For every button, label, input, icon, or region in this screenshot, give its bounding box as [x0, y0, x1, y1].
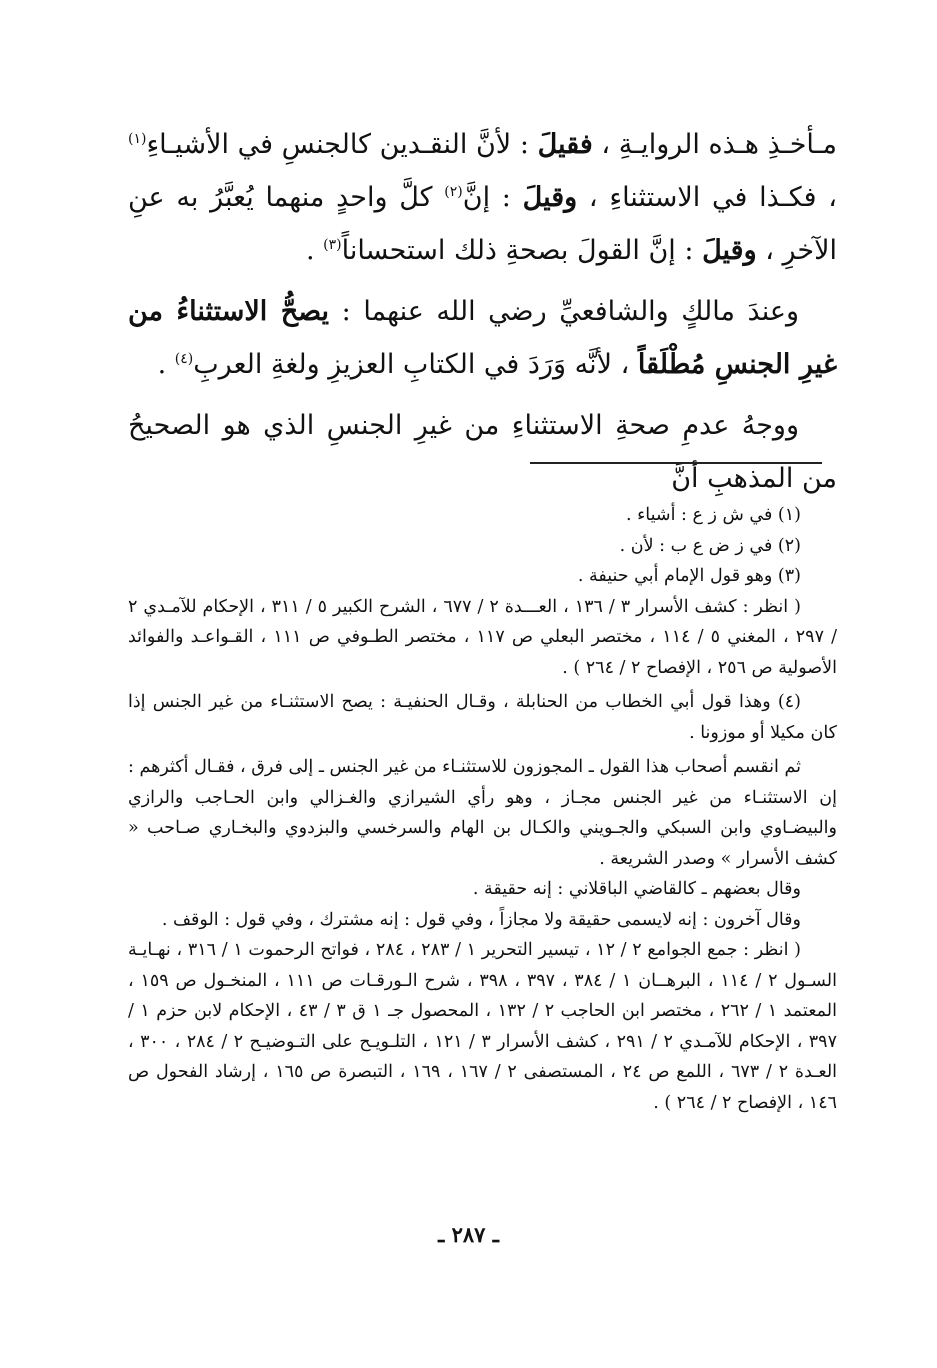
footnote-4-opinion-3: وقال آخرون : إنه لايسمى حقيقة ولا مجازاً ، وفي قول : إنه مشترك ، وفي قول : الوقف .	[161, 909, 801, 930]
text-run: وعندَ مالكٍ والشافعيِّ رضي الله عنهما :	[329, 296, 800, 327]
text-run: : لأنَّ النقـدين كالجنسِ في الأشيـاءِ	[146, 129, 538, 160]
text-run: .	[305, 235, 324, 266]
footnote-ref-2[interactable]: (٢)	[444, 184, 463, 200]
footnotes	[128, 500, 837, 1118]
footnote-separator	[530, 462, 822, 464]
footnote-ref-3[interactable]: (٣)	[323, 237, 342, 253]
footnote-ref-1[interactable]: (١)	[128, 131, 147, 147]
text-run: .	[157, 349, 175, 380]
bold-ruling: يصحُّ الاستثناءُ من غيرِ الجنسِ مُطْلَقاً	[128, 296, 837, 380]
paragraph-1	[128, 118, 837, 277]
bold-term: فقيلَ	[537, 129, 593, 160]
footnote-3: (٣) وهو قول الإمام أبي حنيفة .	[577, 566, 801, 586]
text-run: ، فكـذا في الاستثناءِ ،	[577, 182, 837, 213]
page-number: ـ ٢٨٧ ـ	[438, 1222, 499, 1247]
text-run: ، لأنَّه وَرَدَ في الكتابِ العزيزِ ولغةِ العربِ	[193, 349, 638, 380]
footnote-1: (١) في ش ز ع : أشياء .	[625, 505, 801, 525]
footnote-4-references: ( انظر : جمع الجوامع ٢ / ١٢ ، تيسير التحرير ١ / ٢٨٣ ، ٢٨٤ ، فواتح الرحموت ١ / ٣١٦ ، نهـايـة السـول ٢ / ١١٤ ، البرهــان ١ / ٣٨٤ ، ٣٩٧ ، ٣٩٨ ، شرح الـورقـات ص ١١١ ، المنخـول ص ١٥٩ ، المعتمد ١ / ٢٦٢ ، مختصر ابن الحاجب ٢ / ١٣٢ ، المحصول جـ ١ ق ٣ / ٤٣ ، الإحكام لابن حزم ١ / ٣٩٧ ، الإحكام للآمـدي ٢ / ٢٩١ ، كشف الأسرار ٣ / ١٢١ ، التلـويـح على التـوضيـح ٢ / ٢٨٤ ، ٣٠٠ ، العـدة ٢ / ٦٧٣ ، اللمع ص ٢٤ ، المستصفى ٢ / ١٦٧ ، ١٦٩ ، التبصرة ص ١٦٥ ، إرشاد الفحول ص ١٤٦ ، الإفصاح ٢ / ٢٦٤ ) .	[128, 940, 838, 1113]
bold-term: وقيلَ	[522, 182, 578, 213]
text-run: : إنَّ القولَ بصحةِ ذلك استحساناً	[341, 235, 703, 266]
footnote-2: (٢) في ز ض ع ب : لأن .	[619, 535, 801, 556]
footnote-4-groups: ثم انقسم أصحاب هذا القول ـ المجوزون للاستثنـاء من غير الجنس ـ إلى فرق ، فقـال أكثرهم : إن الاستثنـاء من غير الجنس مجـاز ، وهو رأي الشيرازي والغـزالي وابن الحـاجب والرازي والبيضـاوي وابن السبكي والجـويني والكـال بن الهام والسرخسي والبزدوي والبخـاري صـاحب « كشف الأسرار » وصدر الشريعة .	[128, 757, 837, 869]
paragraph-3: ووجهُ عدمِ صحةِ الاستثناءِ من غيرِ الجنسِ الذي هو الصحيحُ من المذهبِ أنَّ	[128, 410, 837, 494]
text-run: كلَّ واحدٍ منهما يُعبَّرُ به عنِ الآخرِ ،	[128, 182, 837, 266]
text-run: : إنَّ	[462, 182, 523, 213]
bold-term: وقيلَ	[702, 235, 757, 266]
footnote-4: (٤) وهذا قول أبي الخطاب من الحنابلة ، وقـال الحنفيـة : يصح الاستثنـاء من غير الجنس إذا كان مكيلا أو موزونا .	[128, 692, 837, 743]
footnote-4-opinion-2: وقال بعضهم ـ كالقاضي الباقلاني : إنه حقيقة .	[472, 879, 801, 899]
footnote-3-references: ( انظر : كشف الأسرار ٣ / ١٣٦ ، العـــدة ٢ / ٦٧٧ ، الشرح الكبير ٥ / ٣١١ ، الإحكام للآمـدي ٢ / ٢٩٧ ، المغني ٥ / ١١٤ ، مختصر البعلي ص ١١٧ ، مختصر الطـوفي ص ١١١ ، القـواعـد والفوائد الأصولية ص ٢٥٦ ، الإفصاح ٢ / ٢٦٤ ) .	[128, 596, 838, 678]
paragraph-2	[128, 285, 837, 391]
footnote-ref-4[interactable]: (٤)	[174, 351, 194, 367]
text-run: مـأخـذِ هـذه الروايـةِ ،	[592, 129, 837, 160]
main-text	[128, 118, 837, 513]
